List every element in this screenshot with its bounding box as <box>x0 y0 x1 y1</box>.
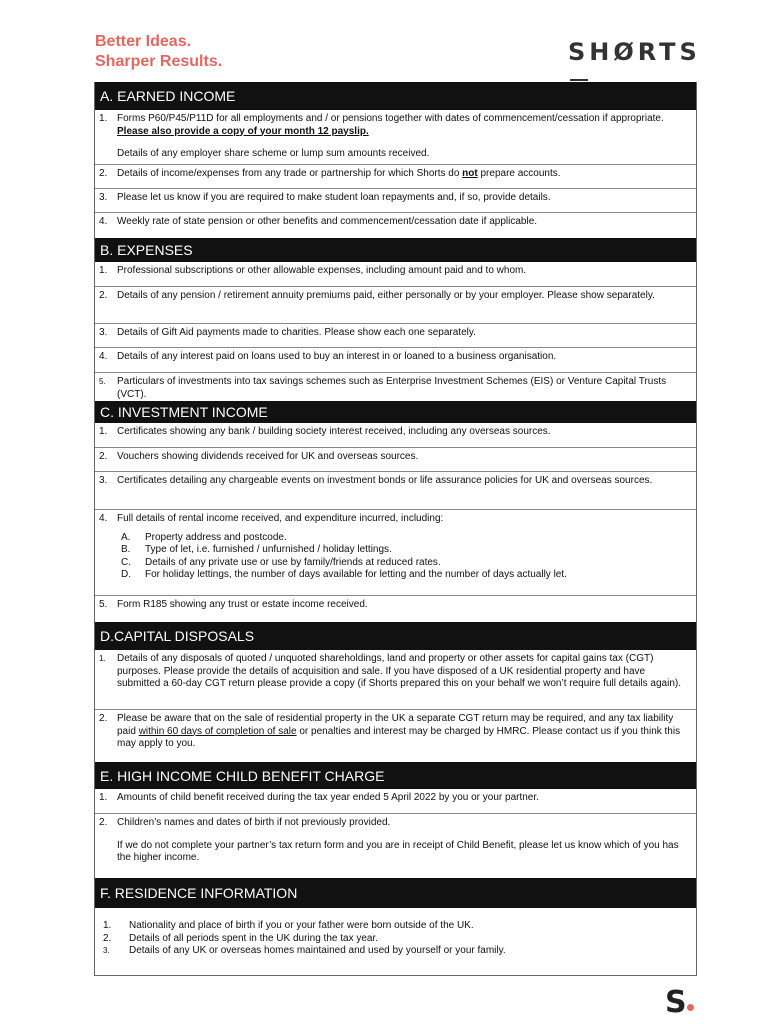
item-text: Amounts of child benefit received during the tax year ended 5 April 2022 by you or your partner. <box>117 792 539 803</box>
item-number: 1. <box>99 654 106 663</box>
section-b-header: B. EXPENSES <box>95 238 696 262</box>
section-e-item-1 <box>95 789 696 814</box>
item-text: Nationality and place of birth if you or your father were born outside of the UK. <box>129 920 474 931</box>
rental-subitem-d: D. For holiday lettings, the number of days available for letting and the number of days actually let. <box>121 569 567 580</box>
item-text: Vouchers showing dividends received for UK and overseas sources. <box>117 451 419 462</box>
item-number: 1. <box>99 792 108 803</box>
item-text: Details of any interest paid on loans used to buy an interest in or loaned to a business organisation. <box>117 351 557 362</box>
item-text-end: or penalties and interest may be charged by HMRC. Please contact us if you think this may apply to you. <box>117 725 681 749</box>
item-text: Please be aware that on the sale of residential property in the UK a separate CGT return may be required, and any tax liability paid <box>117 713 674 737</box>
item-number: 4. <box>99 513 108 524</box>
item-text: Full details of rental income received, and expenditure incurred, including: <box>117 513 444 524</box>
item-text: Forms P60/P45/P11D for all employments and / or pensions together with dates of commencement/cessation if appropriate. <box>117 113 664 124</box>
item-number: 3. <box>99 475 108 486</box>
item-number: 2. <box>99 168 108 179</box>
section-d-item-2 <box>95 710 696 762</box>
item-text: Please let us know if you are required to make student loan repayments and, if so, provide details. <box>117 192 551 203</box>
tagline <box>95 32 222 72</box>
item-number: 2. <box>99 713 108 724</box>
item-number: 5. <box>99 377 106 386</box>
item-number: 1. <box>103 920 112 931</box>
section-d-item-1 <box>95 650 696 710</box>
section-f-list <box>95 908 696 976</box>
item-number: 4. <box>99 216 108 227</box>
item-text: Details of any UK or overseas homes maintained and used by yourself or your family. <box>129 945 506 956</box>
checklist-form <box>94 82 697 976</box>
item-bold-text: Please also provide a copy of your month 12 payslip. <box>117 125 369 137</box>
item-text: Particulars of investments into tax savings schemes such as Enterprise Investment Schemes (EIS) or Venture Capital Trusts (VCT). <box>117 376 667 400</box>
item-number: 2. <box>103 932 112 944</box>
item-text: Children’s names and dates of birth if not previously provided. <box>117 817 391 828</box>
item-text: Details of Gift Aid payments made to charities. Please show each one separately. <box>117 327 476 338</box>
section-d-header: D.CAPITAL DISPOSALS <box>95 622 696 650</box>
item-number: 4. <box>99 351 108 362</box>
item-text: Details of income/expenses from any trade or partnership for which Shorts do <box>117 168 460 179</box>
section-b-item-5 <box>95 373 696 401</box>
item-number: 2. <box>99 290 108 301</box>
rental-subitem-a: A. Property address and postcode. <box>121 531 287 543</box>
item-text: Professional subscriptions or other allowable expenses, including amount paid and to whom. <box>117 265 527 276</box>
section-a-item-2 <box>95 165 696 189</box>
item-text: Details of any pension / retirement annuity premiums paid, either personally or by your employer. Please show separately. <box>117 290 655 301</box>
item-text: Certificates detailing any chargeable events on investment bonds or life assurance policies for UK and overseas sources. <box>117 475 653 486</box>
section-c-item-4 <box>95 510 696 596</box>
item-emphasis: not <box>462 168 478 179</box>
section-e-header: E. HIGH INCOME CHILD BENEFIT CHARGE <box>95 762 696 789</box>
item-text: Form R185 showing any trust or estate income received. <box>117 599 368 610</box>
brand-logo: SHØRTS <box>568 38 701 66</box>
item-underline: within 60 days of completion of sale <box>138 725 297 737</box>
item-text: Certificates showing any bank / building society interest received, including any overseas sources. <box>117 426 551 437</box>
section-a-item-4 <box>95 213 696 238</box>
section-b-item-1 <box>95 262 696 287</box>
footer-logo-dot <box>687 1004 694 1011</box>
section-c-item-2 <box>95 448 696 472</box>
section-b-item-4 <box>95 348 696 373</box>
item-text-end: prepare accounts. <box>480 168 561 179</box>
section-a-item-3 <box>95 189 696 213</box>
section-c-header: C. INVESTMENT INCOME <box>95 401 696 423</box>
section-b-item-3 <box>95 324 696 348</box>
item-number: 2. <box>99 451 108 462</box>
tagline-line-1: Better Ideas. <box>95 33 192 50</box>
brand-underline <box>570 79 588 81</box>
rental-subitem-b: B. Type of let, i.e. furnished / unfurnished / holiday lettings. <box>121 544 392 555</box>
item-text: Details of all periods spent in the UK during the tax year. <box>129 932 379 944</box>
section-c-item-3 <box>95 472 696 510</box>
section-c-item-1 <box>95 423 696 448</box>
item-number: 1. <box>99 265 108 276</box>
item-number: 3. <box>99 327 108 338</box>
item-text: Details of any disposals of quoted / unquoted shareholdings, land and property or other assets for capital gains tax (CGT) purposes. Please provide the details of acquisition and sale. If you have disposed of a UK residential property and have submitted a 60-day CGT return please provide a copy (if Shorts prepared this on your behalf we won’t require full details again). <box>117 653 682 689</box>
item-number: 1. <box>99 113 108 124</box>
footer-logo: S <box>665 985 687 1020</box>
item-note: If we do not complete your partner’s tax return form and you are in receipt of Child Benefit, please let us know which of you has the higher income. <box>117 839 679 863</box>
rental-subitem-c: C. Details of any private use or use by family/friends at reduced rates. <box>121 556 441 568</box>
item-note: Details of any employer share scheme or lump sum amounts received. <box>117 148 430 159</box>
section-c-item-5 <box>95 596 696 622</box>
section-f-header: F. RESIDENCE INFORMATION <box>95 878 696 908</box>
item-text: Weekly rate of state pension or other benefits and commencement/cessation date if applicable. <box>117 216 538 227</box>
tagline-line-2: Sharper Results. <box>95 53 223 70</box>
section-a-header: A. EARNED INCOME <box>95 82 696 110</box>
item-number: 3. <box>103 946 110 955</box>
section-b-item-2 <box>95 287 696 324</box>
item-number: 5. <box>99 599 108 610</box>
item-number: 2. <box>99 817 108 828</box>
section-a-item-1 <box>95 110 696 165</box>
section-e-item-2 <box>95 814 696 878</box>
item-number: 1. <box>99 426 108 437</box>
item-number: 3. <box>99 192 108 203</box>
